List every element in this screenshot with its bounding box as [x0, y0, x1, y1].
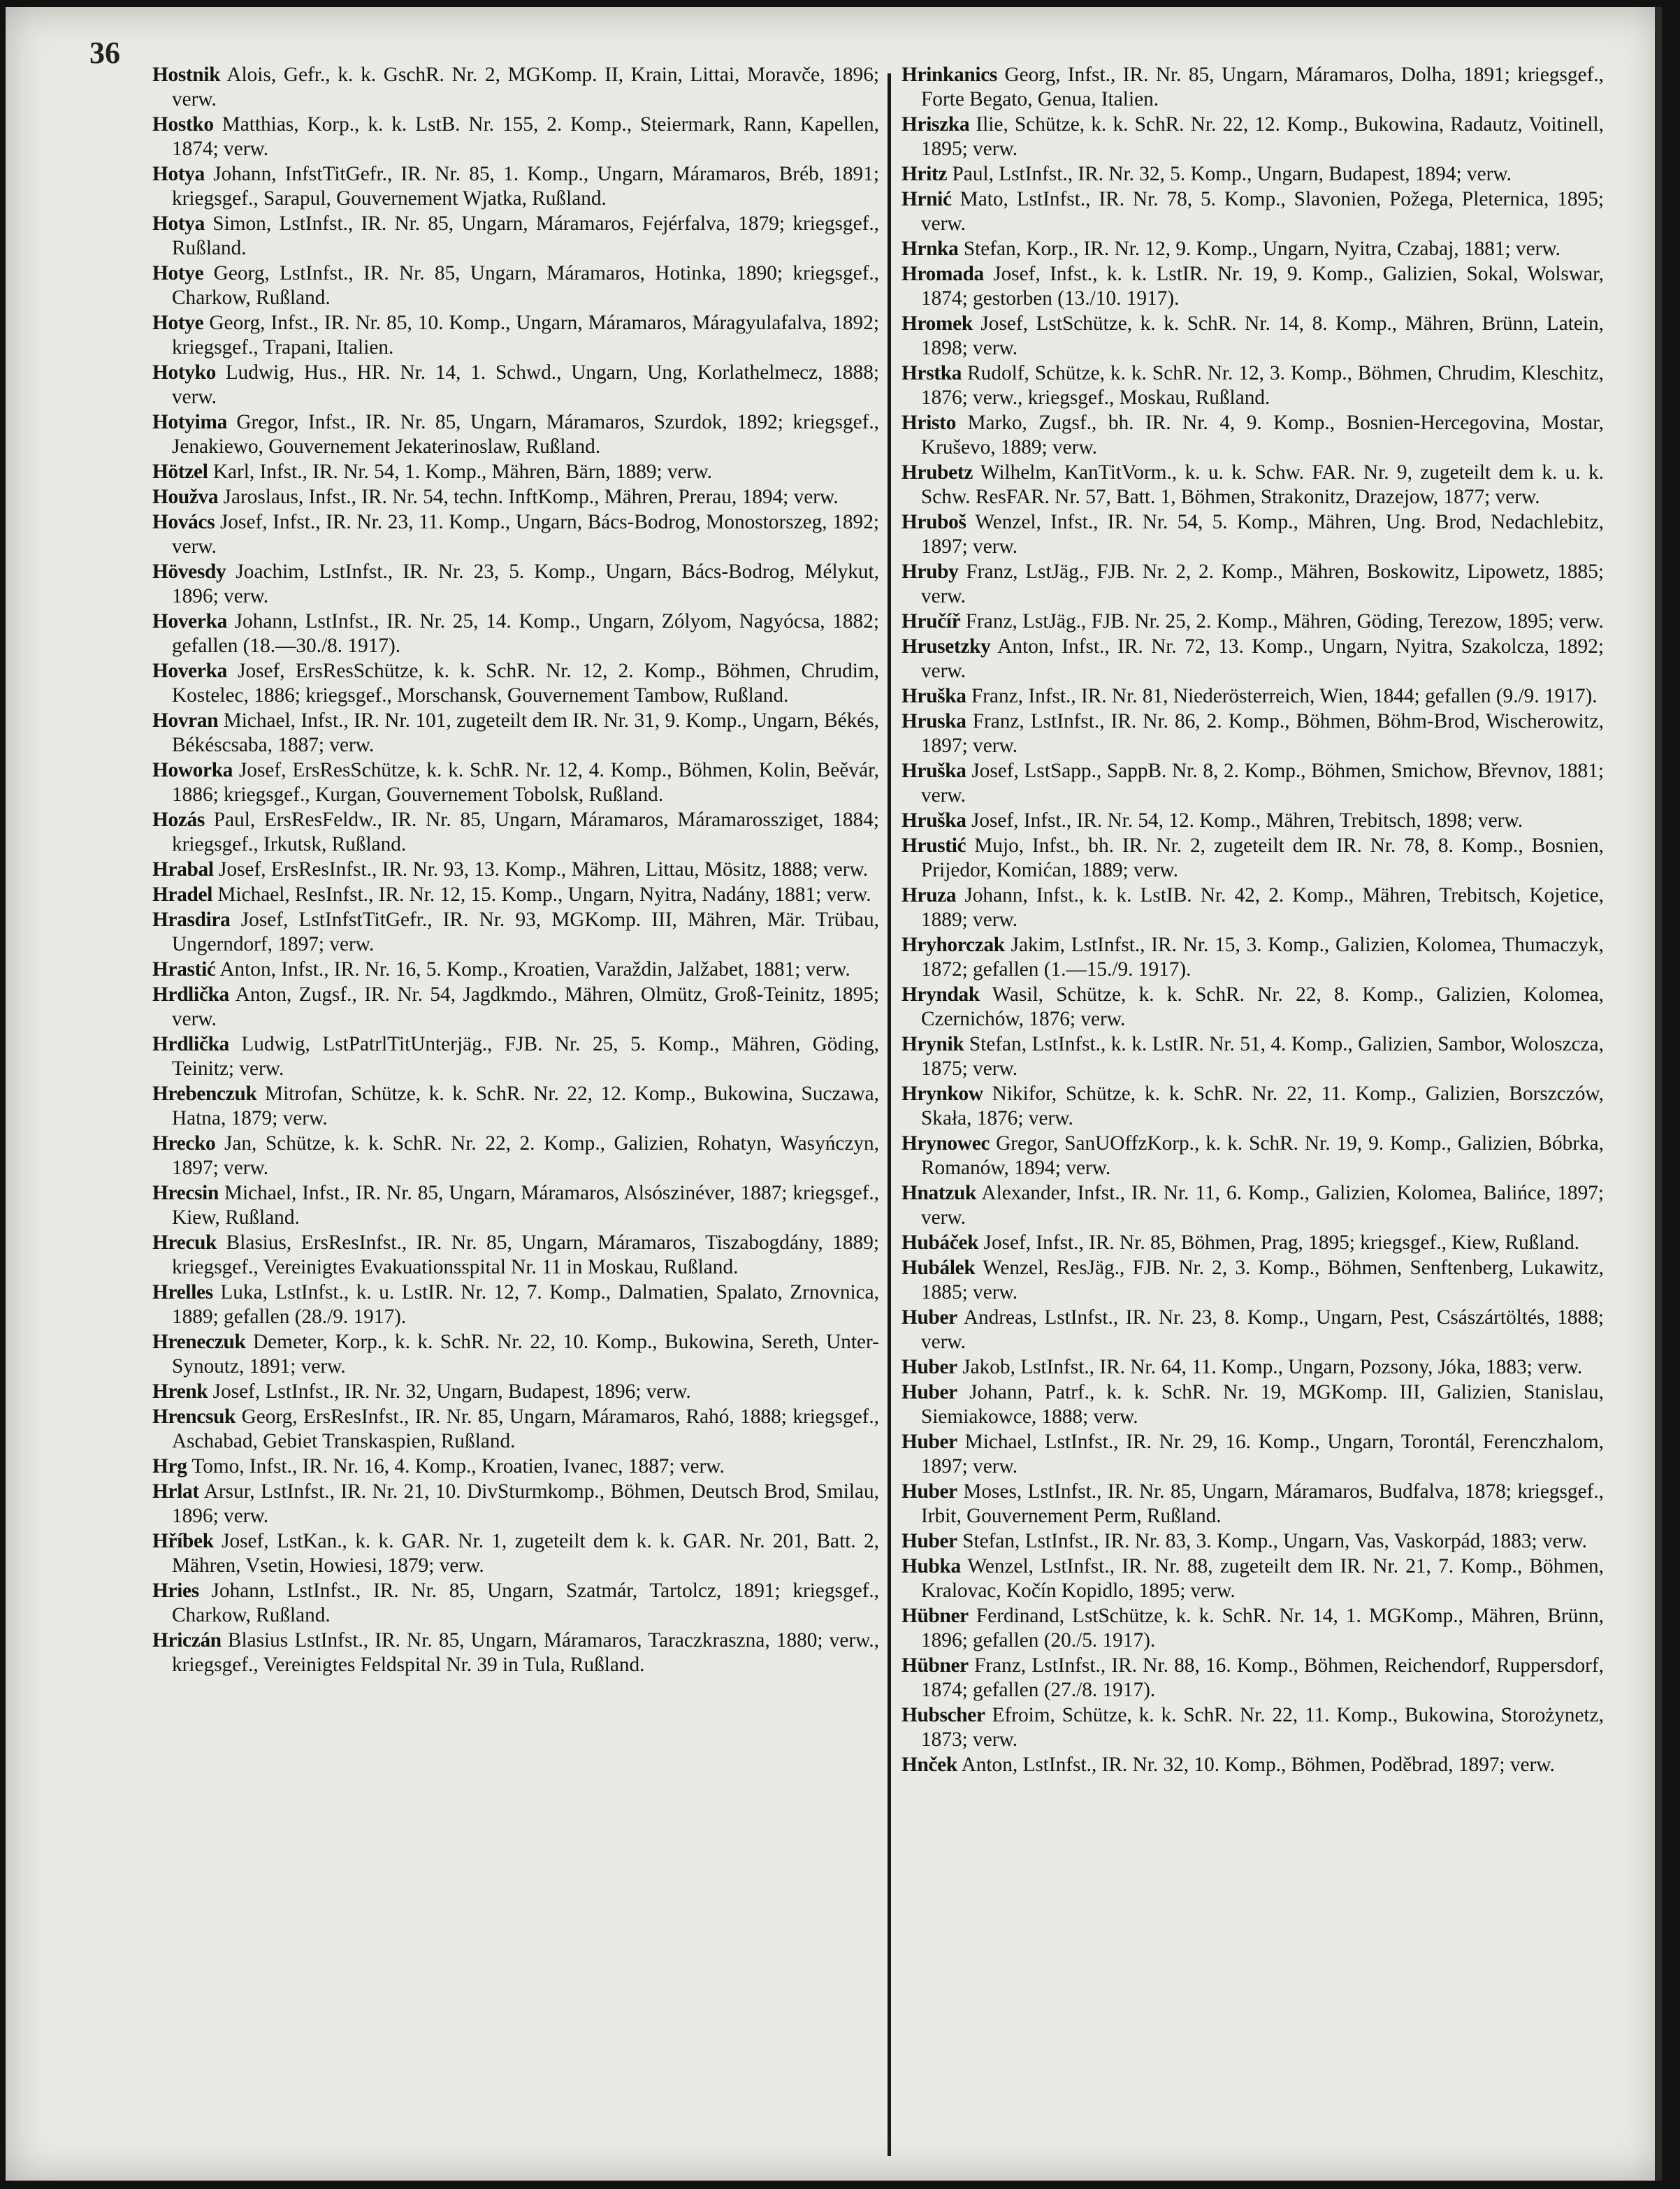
- entry-surname: Hnček: [901, 1754, 957, 1776]
- register-entry: [152, 1529, 879, 1578]
- entry-surname: Hries: [152, 1580, 199, 1602]
- entry-surname: Hötzel: [152, 461, 208, 483]
- entry-details: Josef, ErsResSchütze, k. k. SchR. Nr. 12, 4. Komp., Böhmen, Kolin, Beěvár, 1886; kriegsgef., Kurgan, Gouvernement Tobolsk, Rußland.: [172, 759, 879, 806]
- entry-surname: Hruza: [901, 884, 957, 906]
- register-entry: [152, 361, 879, 410]
- entry-details: Johann, Patrf., k. k. SchR. Nr. 19, MGKomp. III, Galizien, Stanislau, Siemiakowce, 1888; verw.: [921, 1381, 1604, 1428]
- register-entry: [901, 759, 1604, 808]
- entry-details: Mato, LstInfst., IR. Nr. 78, 5. Komp., Slavonien, Požega, Pleternica, 1895; verw.: [921, 188, 1604, 235]
- register-entry: [152, 460, 879, 484]
- register-entry: [152, 858, 879, 882]
- register-entry: [901, 1032, 1604, 1081]
- entry-surname: Huber: [901, 1530, 957, 1552]
- entry-surname: Hrynkow: [901, 1083, 983, 1105]
- register-entry: [901, 237, 1604, 261]
- entry-surname: Hovács: [152, 511, 215, 533]
- entry-surname: Hotye: [152, 262, 204, 284]
- entry-surname: Hrinkanics: [901, 64, 998, 86]
- entry-surname: Hrebenczuk: [152, 1083, 257, 1105]
- register-entry: [901, 1554, 1604, 1603]
- entry-details: Anton, Zugsf., IR. Nr. 54, Jagdkmdo., Mähren, Olmütz, Groß-Teinitz, 1895; verw.: [172, 983, 879, 1030]
- entry-surname: Hruška: [901, 685, 966, 707]
- entry-surname: Hrstka: [901, 362, 962, 384]
- entry-details: Jaroslaus, Infst., IR. Nr. 54, techn. InftKomp., Mähren, Prerau, 1894; verw.: [218, 486, 839, 508]
- entry-surname: Hrg: [152, 1455, 187, 1478]
- entry-surname: Hrasdira: [152, 909, 231, 931]
- register-entry: [901, 411, 1604, 460]
- register-entry: [152, 1330, 879, 1379]
- entry-details: Arsur, LstInfst., IR. Nr. 21, 10. DivSturmkomp., Böhmen, Deutsch Brod, Smilau, 1896; verw.: [172, 1480, 879, 1527]
- register-entry: [152, 1628, 879, 1677]
- register-entry: [152, 609, 879, 658]
- register-entry: [152, 113, 879, 161]
- entry-surname: Hotyima: [152, 411, 227, 433]
- entry-surname: Hrustić: [901, 835, 966, 857]
- entry-details: Michael, Infst., IR. Nr. 85, Ungarn, Máramaros, Alsószinéver, 1887; kriegsgef., Kiew, Rußland.: [172, 1182, 879, 1229]
- register-entry: [901, 1306, 1604, 1354]
- entry-surname: Hostko: [152, 113, 214, 136]
- register-entry: [152, 1454, 879, 1479]
- entry-details: Moses, LstInfst., IR. Nr. 85, Ungarn, Máramaros, Budfalva, 1878; kriegsgef., Irbit, Gouvernement Perm, Rußland.: [921, 1480, 1604, 1527]
- entry-surname: Hrecko: [152, 1132, 216, 1155]
- entry-surname: Hruby: [901, 561, 959, 583]
- entry-details: Wenzel, ResJäg., FJB. Nr. 2, 3. Komp., Böhmen, Senftenberg, Lukawitz, 1885; verw.: [921, 1257, 1604, 1303]
- register-entry: [901, 1082, 1604, 1131]
- register-entry: [901, 1654, 1604, 1703]
- register-entry: [152, 883, 879, 907]
- entry-details: Franz, Infst., IR. Nr. 81, Niederösterreich, Wien, 1844; gefallen (9./9. 1917).: [966, 685, 1598, 707]
- entry-details: Josef, Infst., IR. Nr. 23, 11. Komp., Ungarn, Bács-Bodrog, Monostorszeg, 1892; verw.: [172, 511, 879, 558]
- entry-details: Josef, LstInfstTitGefr., IR. Nr. 93, MGKomp. III, Mähren, Mär. Trübau, Ungerndorf, 1897; verw.: [172, 909, 879, 955]
- entry-details: Gregor, SanUOffzKorp., k. k. SchR. Nr. 19, 9. Komp., Galizien, Bóbrka, Romanów, 1894; verw.: [921, 1132, 1604, 1179]
- register-entry: [901, 113, 1604, 161]
- entry-surname: Hrecuk: [152, 1231, 217, 1254]
- entry-details: Demeter, Korp., k. k. SchR. Nr. 22, 10. Komp., Bukowina, Sereth, Unter-Synoutz, 1891; verw.: [172, 1331, 879, 1378]
- register-entry: [152, 510, 879, 559]
- entry-surname: Hrynik: [901, 1033, 964, 1055]
- register-entry: [901, 1604, 1604, 1653]
- register-entry: [901, 609, 1604, 634]
- entry-surname: Hübner: [901, 1654, 969, 1677]
- entry-details: Georg, LstInfst., IR. Nr. 85, Ungarn, Máramaros, Hotinka, 1890; kriegsgef., Charkow, Rußland.: [172, 262, 879, 309]
- entry-details: Josef, LstInfst., IR. Nr. 32, Ungarn, Budapest, 1896; verw.: [208, 1380, 691, 1403]
- register-entry: [901, 1529, 1604, 1554]
- entry-details: Josef, Infst., IR. Nr. 54, 12. Komp., Mähren, Trebitsch, 1898; verw.: [966, 809, 1523, 832]
- register-entry: [901, 709, 1604, 758]
- entry-details: Josef, Infst., IR. Nr. 85, Böhmen, Prag, 1895; kriegsgef., Kiew, Rußland.: [978, 1231, 1580, 1254]
- register-entry: [901, 63, 1604, 112]
- entry-details: Ludwig, Hus., HR. Nr. 14, 1. Schwd., Ungarn, Ung, Korlathelmecz, 1888; verw.: [172, 361, 879, 408]
- register-entry: [152, 162, 879, 211]
- register-entry: [901, 1355, 1604, 1380]
- register-entry: [901, 1480, 1604, 1529]
- register-entry: [901, 933, 1604, 982]
- entry-surname: Huber: [901, 1306, 957, 1329]
- entry-details: Franz, LstInfst., IR. Nr. 86, 2. Komp., Böhmen, Böhm-Brod, Wischerowitz, 1897; verw.: [921, 710, 1604, 757]
- register-entry: [152, 1032, 879, 1081]
- register-entry: [152, 1405, 879, 1454]
- entry-surname: Hrecsin: [152, 1182, 219, 1204]
- entry-surname: Hryndak: [901, 983, 980, 1006]
- entry-surname: Hruška: [901, 809, 966, 832]
- entry-surname: Hryhorczak: [901, 934, 1005, 956]
- entry-surname: Hromada: [901, 263, 984, 285]
- entry-surname: Houžva: [152, 486, 219, 508]
- register-entry: [901, 809, 1604, 833]
- register-entry: [901, 461, 1604, 510]
- entry-surname: Hruška: [901, 760, 966, 782]
- entry-surname: Hnatzuk: [901, 1182, 976, 1204]
- entry-details: Alexander, Infst., IR. Nr. 11, 6. Komp., Galizien, Kolomea, Balińce, 1897; verw.: [921, 1182, 1604, 1229]
- entry-details: Mujo, Infst., bh. IR. Nr. 2, zugeteilt dem IR. Nr. 78, 8. Komp., Bosnien, Prijedor, Komićan, 1889; verw.: [921, 835, 1604, 881]
- entry-surname: Hrynowec: [901, 1132, 990, 1155]
- right-column: [901, 63, 1604, 2160]
- entry-surname: Hromek: [901, 312, 973, 335]
- register-entry: [901, 1430, 1604, 1479]
- entry-details: Georg, Infst., IR. Nr. 85, 10. Komp., Ungarn, Máramaros, Máragyulafalva, 1892; kriegsgef., Trapani, Italien.: [172, 312, 879, 359]
- entry-surname: Hrnić: [901, 188, 952, 210]
- entry-surname: Hostnik: [152, 64, 221, 86]
- register-entry: [901, 1753, 1604, 1777]
- entry-details: Jan, Schütze, k. k. SchR. Nr. 22, 2. Komp., Galizien, Rohatyn, Wasyńczyn, 1897; verw.: [172, 1132, 879, 1179]
- entry-surname: Hubka: [901, 1555, 961, 1577]
- entry-details: Franz, LstJäg., FJB. Nr. 2, 2. Komp., Mähren, Boskowitz, Lipowetz, 1885; verw.: [921, 561, 1604, 607]
- register-entry: [152, 808, 879, 857]
- register-entry: [152, 1132, 879, 1180]
- entry-details: Paul, LstInfst., IR. Nr. 32, 5. Komp., Ungarn, Budapest, 1894; verw.: [947, 163, 1512, 185]
- entry-details: Joachim, LstInfst., IR. Nr. 23, 5. Komp., Ungarn, Bács-Bodrog, Mélykut, 1896; verw.: [172, 561, 879, 607]
- register-entry: [152, 1082, 879, 1131]
- entry-surname: Hreneczuk: [152, 1331, 246, 1353]
- entry-surname: Hruboš: [901, 511, 966, 533]
- entry-details: Mitrofan, Schütze, k. k. SchR. Nr. 22, 12. Komp., Bukowina, Suczawa, Hatna, 1879; verw.: [172, 1083, 879, 1129]
- register-entry: [152, 1480, 879, 1529]
- entry-details: Stefan, Korp., IR. Nr. 12, 9. Komp., Ungarn, Nyitra, Czabaj, 1881; verw.: [958, 238, 1560, 260]
- entry-details: Anton, LstInfst., IR. Nr. 32, 10. Komp., Böhmen, Poděbrad, 1897; verw.: [957, 1754, 1555, 1776]
- register-entry: [901, 262, 1604, 311]
- entry-details: Anton, Infst., IR. Nr. 16, 5. Komp., Kroatien, Varaždin, Jalžabet, 1881; verw.: [215, 958, 850, 981]
- entry-surname: Hručíř: [901, 610, 961, 633]
- register-entry: [152, 983, 879, 1032]
- entry-details: Josef, LstKan., k. k. GAR. Nr. 1, zugeteilt dem k. k. GAR. Nr. 201, Batt. 2, Mähren, Vsetin, Howiesi, 1879; verw.: [172, 1530, 879, 1577]
- entry-details: Georg, ErsResInfst., IR. Nr. 85, Ungarn, Máramaros, Rahó, 1888; kriegsgef., Aschabad, Gebiet Transkaspien, Rußland.: [172, 1406, 879, 1452]
- register-entry: [152, 1579, 879, 1628]
- register-entry: [152, 908, 879, 957]
- register-entry: [152, 1380, 879, 1404]
- register-entry: [152, 659, 879, 708]
- entry-details: Karl, Infst., IR. Nr. 54, 1. Komp., Mähren, Bärn, 1889; verw.: [208, 461, 712, 483]
- entry-surname: Hriszka: [901, 113, 970, 136]
- entry-details: Blasius, ErsResInfst., IR. Nr. 85, Ungarn, Máramaros, Tiszabogdány, 1889; kriegsgef., Vereinigtes Evakuationsspital Nr. 11 in Moskau, Rußland.: [172, 1231, 879, 1278]
- entry-details: Josef, ErsResInfst., IR. Nr. 93, 13. Komp., Mähren, Littau, Mösitz, 1888; verw.: [213, 858, 869, 881]
- entry-details: Efroim, Schütze, k. k. SchR. Nr. 22, 11. Komp., Bukowina, Storożynetz, 1873; verw.: [921, 1704, 1604, 1751]
- entry-details: Luka, LstInfst., k. u. LstIR. Nr. 12, 7. Komp., Dalmatien, Spalato, Zrnovnica, 1889; gefallen (28./9. 1917).: [172, 1281, 879, 1328]
- register-entry: [901, 684, 1604, 709]
- entry-surname: Hubscher: [901, 1704, 985, 1726]
- entry-surname: Hradel: [152, 883, 213, 906]
- entry-surname: Hozás: [152, 809, 205, 831]
- entry-surname: Hruska: [901, 710, 966, 732]
- register-entry: [152, 758, 879, 807]
- entry-details: Josef, LstSchütze, k. k. SchR. Nr. 14, 8. Komp., Mähren, Brünn, Latein, 1898; verw.: [921, 312, 1604, 359]
- entry-details: Ferdinand, LstSchütze, k. k. SchR. Nr. 14, 1. MGKomp., Mähren, Brünn, 1896; gefallen (20./5. 1917).: [921, 1605, 1604, 1652]
- entry-details: Nikifor, Schütze, k. k. SchR. Nr. 22, 11. Komp., Galizien, Borszczów, Skała, 1876; verw.: [921, 1083, 1604, 1129]
- register-entry: [901, 635, 1604, 684]
- entry-details: Simon, LstInfst., IR. Nr. 85, Ungarn, Máramaros, Fejérfalva, 1879; kriegsgef., Rußland.: [172, 212, 879, 259]
- entry-surname: Huber: [901, 1356, 957, 1378]
- entry-details: Johann, InfstTitGefr., IR. Nr. 85, 1. Komp., Ungarn, Máramaros, Bréb, 1891; kriegsgef., Sarapul, Gouvernement Wjatka, Rußland.: [172, 163, 879, 210]
- entry-surname: Hrenk: [152, 1380, 208, 1403]
- entry-surname: Huber: [901, 1480, 957, 1503]
- entry-surname: Hubálek: [901, 1257, 976, 1279]
- entry-surname: Hříbek: [152, 1530, 214, 1552]
- entry-surname: Hovran: [152, 709, 219, 732]
- entry-details: Marko, Zugsf., bh. IR. Nr. 4, 9. Komp., Bosnien-Hercegovina, Mostar, Kruševo, 1889; verw.: [921, 412, 1604, 458]
- entry-surname: Hotyko: [152, 361, 216, 384]
- register-entry: [152, 63, 879, 112]
- entry-details: Wilhelm, KanTitVorm., k. u. k. Schw. FAR. Nr. 9, zugeteilt dem k. u. k. Schw. ResFAR. Nr. 57, Batt. 1, Böhmen, Strakonitz, Drazejow, 1877; verw.: [921, 461, 1604, 508]
- entry-details: Jakim, LstInfst., IR. Nr. 15, 3. Komp., Galizien, Kolomea, Thumaczyk, 1872; gefallen (1.—15./9. 1917).: [921, 934, 1604, 981]
- entry-details: Michael, ResInfst., IR. Nr. 12, 15. Komp., Ungarn, Nyitra, Nadány, 1881; verw.: [212, 883, 871, 906]
- register-entry: [901, 560, 1604, 609]
- entry-surname: Hubáček: [901, 1231, 979, 1254]
- entry-details: Ilie, Schütze, k. k. SchR. Nr. 22, 12. Komp., Bukowina, Radautz, Voitinell, 1895; verw.: [921, 113, 1604, 160]
- entry-surname: Hrencsuk: [152, 1406, 236, 1428]
- entry-surname: Hritz: [901, 163, 948, 185]
- register-entry: [901, 983, 1604, 1032]
- entry-surname: Huber: [901, 1431, 957, 1453]
- entry-surname: Hrusetzky: [901, 635, 991, 658]
- entry-details: Wasil, Schütze, k. k. SchR. Nr. 22, 8. Komp., Galizien, Kolomea, Czernichów, 1876; verw.: [921, 983, 1604, 1030]
- entry-details: Michael, LstInfst., IR. Nr. 29, 16. Komp., Ungarn, Torontál, Ferenczhalom, 1897; verw.: [921, 1431, 1604, 1478]
- entry-details: Ludwig, LstPatrlTitUnterjäg., FJB. Nr. 25, 5. Komp., Mähren, Göding, Teinitz; verw.: [172, 1033, 879, 1080]
- register-entry: [901, 1231, 1604, 1255]
- register-entry: [152, 1231, 879, 1280]
- entry-details: Blasius LstInfst., IR. Nr. 85, Ungarn, Máramaros, Taraczkraszna, 1880; verw., kriegsgef., Vereinigtes Feldspital Nr. 39 in Tula, Rußland.: [172, 1629, 879, 1676]
- entry-surname: Howorka: [152, 759, 233, 781]
- entry-surname: Hövesdy: [152, 561, 226, 583]
- entry-details: Josef, LstSapp., SappB. Nr. 8, 2. Komp., Böhmen, Smichow, Břevnov, 1881; verw.: [921, 760, 1604, 807]
- register-entry: [901, 162, 1604, 187]
- entry-details: Anton, Infst., IR. Nr. 72, 13. Komp., Ungarn, Nyitra, Szakolcza, 1892; verw.: [921, 635, 1604, 682]
- entry-surname: Hrubetz: [901, 461, 973, 484]
- register-entry: [901, 1380, 1604, 1429]
- register-entry: [901, 1132, 1604, 1180]
- entry-surname: Hrelles: [152, 1281, 213, 1303]
- register-entry: [152, 709, 879, 758]
- register-entry: [152, 958, 879, 982]
- entry-surname: Hristo: [901, 412, 956, 434]
- register-entry: [152, 212, 879, 261]
- entry-surname: Hrabal: [152, 858, 214, 881]
- register-entry: [152, 560, 879, 609]
- register-entry: [901, 1181, 1604, 1230]
- register-entry: [152, 1280, 879, 1329]
- entry-surname: Hrdlička: [152, 1033, 229, 1055]
- register-entry: [901, 1703, 1604, 1752]
- entry-details: Stefan, LstInfst., k. k. LstIR. Nr. 51, 4. Komp., Galizien, Sambor, Woloszcza, 1875; verw.: [921, 1033, 1604, 1080]
- register-entry: [152, 410, 879, 459]
- entry-details: Josef, ErsResSchütze, k. k. SchR. Nr. 12, 2. Komp., Böhmen, Chrudim, Kostelec, 1886; kriegsgef., Morschansk, Gouvernement Tambow, Rußland.: [172, 660, 879, 707]
- register-entry: [901, 361, 1604, 410]
- entry-details: Paul, ErsResFeldw., IR. Nr. 85, Ungarn, Máramaros, Máramarossziget, 1884; kriegsgef., Irkutsk, Rußland.: [172, 809, 879, 855]
- entry-details: Franz, LstJäg., FJB. Nr. 25, 2. Komp., Mähren, Göding, Terezow, 1895; verw.: [960, 610, 1604, 633]
- page-edge-shadow: [1655, 7, 1662, 2181]
- entry-surname: Hrastić: [152, 958, 216, 981]
- register-entry: [901, 1256, 1604, 1305]
- entry-details: Tomo, Infst., IR. Nr. 16, 4. Komp., Kroatien, Ivanec, 1887; verw.: [187, 1455, 725, 1478]
- entry-details: Georg, Infst., IR. Nr. 85, Ungarn, Máramaros, Dolha, 1891; kriegsgef., Forte Begato, Genua, Italien.: [921, 64, 1604, 110]
- entry-details: Wenzel, LstInfst., IR. Nr. 88, zugeteilt dem IR. Nr. 21, 7. Komp., Böhmen, Kralovac, Kočín Kopidlo, 1895; verw.: [921, 1555, 1604, 1602]
- entry-details: Jakob, LstInfst., IR. Nr. 64, 11. Komp., Ungarn, Pozsony, Jóka, 1883; verw.: [957, 1356, 1583, 1378]
- entry-surname: Hrnka: [901, 238, 959, 260]
- entry-details: Gregor, Infst., IR. Nr. 85, Ungarn, Máramaros, Szurdok, 1892; kriegsgef., Jenakiewo, Gouvernement Jekaterinoslaw, Rußland.: [172, 411, 879, 458]
- register-entry: [901, 883, 1604, 932]
- entry-surname: Hriczán: [152, 1629, 222, 1652]
- entry-surname: Hotya: [152, 212, 205, 235]
- entry-details: Michael, Infst., IR. Nr. 101, zugeteilt dem IR. Nr. 31, 9. Komp., Ungarn, Békés, Békéscsaba, 1887; verw.: [172, 709, 879, 756]
- entry-details: Johann, Infst., k. k. LstIB. Nr. 42, 2. Komp., Mähren, Trebitsch, Kojetice, 1889; verw.: [921, 884, 1604, 931]
- register-entry: [901, 510, 1604, 559]
- entry-details: Franz, LstInfst., IR. Nr. 88, 16. Komp., Böhmen, Reichendorf, Ruppersdorf, 1874; gefallen (27./8. 1917).: [921, 1654, 1604, 1701]
- entry-surname: Hübner: [901, 1605, 969, 1627]
- register-entry: [901, 834, 1604, 883]
- register-entry: [152, 261, 879, 310]
- entry-details: Matthias, Korp., k. k. LstB. Nr. 155, 2. Komp., Steiermark, Rann, Kapellen, 1874; verw.: [172, 113, 879, 160]
- left-column: [152, 63, 879, 2160]
- entry-surname: Hotya: [152, 163, 205, 185]
- entry-details: Johann, LstInfst., IR. Nr. 25, 14. Komp., Ungarn, Zólyom, Nagyócsa, 1882; gefallen (18.—30./8. 1917).: [172, 610, 879, 657]
- column-divider: [888, 73, 891, 2156]
- entry-details: Johann, LstInfst., IR. Nr. 85, Ungarn, Szatmár, Tartolcz, 1891; kriegsgef., Charkow, Rußland.: [172, 1580, 879, 1626]
- entry-surname: Hotye: [152, 312, 204, 334]
- entry-details: Andreas, LstInfst., IR. Nr. 23, 8. Komp., Ungarn, Pest, Császártöltés, 1888; verw.: [921, 1306, 1604, 1353]
- register-entry: [901, 187, 1604, 236]
- entry-details: Alois, Gefr., k. k. GschR. Nr. 2, MGKomp. II, Krain, Littai, Moravče, 1896; verw.: [172, 64, 879, 110]
- page-number: 36: [89, 36, 120, 70]
- entry-details: Stefan, LstInfst., IR. Nr. 83, 3. Komp., Ungarn, Vas, Vaskorpád, 1883; verw.: [957, 1530, 1587, 1552]
- register-entry: [152, 1181, 879, 1230]
- register-entry: [152, 311, 879, 360]
- entry-surname: Hrdlička: [152, 983, 229, 1006]
- register-entry: [152, 485, 879, 510]
- register-entry: [901, 312, 1604, 361]
- entry-details: Wenzel, Infst., IR. Nr. 54, 5. Komp., Mähren, Ung. Brod, Nedachlebitz, 1897; verw.: [921, 511, 1604, 558]
- entry-surname: Hoverka: [152, 660, 227, 682]
- entry-surname: Hrlat: [152, 1480, 199, 1503]
- entry-surname: Huber: [901, 1381, 957, 1403]
- document-page: [6, 7, 1662, 2181]
- entry-details: Rudolf, Schütze, k. k. SchR. Nr. 12, 3. Komp., Böhmen, Chrudim, Kleschitz, 1876; verw., kriegsgef., Moskau, Rußland.: [921, 362, 1604, 409]
- entry-details: Josef, Infst., k. k. LstIR. Nr. 19, 9. Komp., Galizien, Sokal, Wolswar, 1874; gestorben (13./10. 1917).: [921, 263, 1604, 310]
- entry-surname: Hoverka: [152, 610, 227, 633]
